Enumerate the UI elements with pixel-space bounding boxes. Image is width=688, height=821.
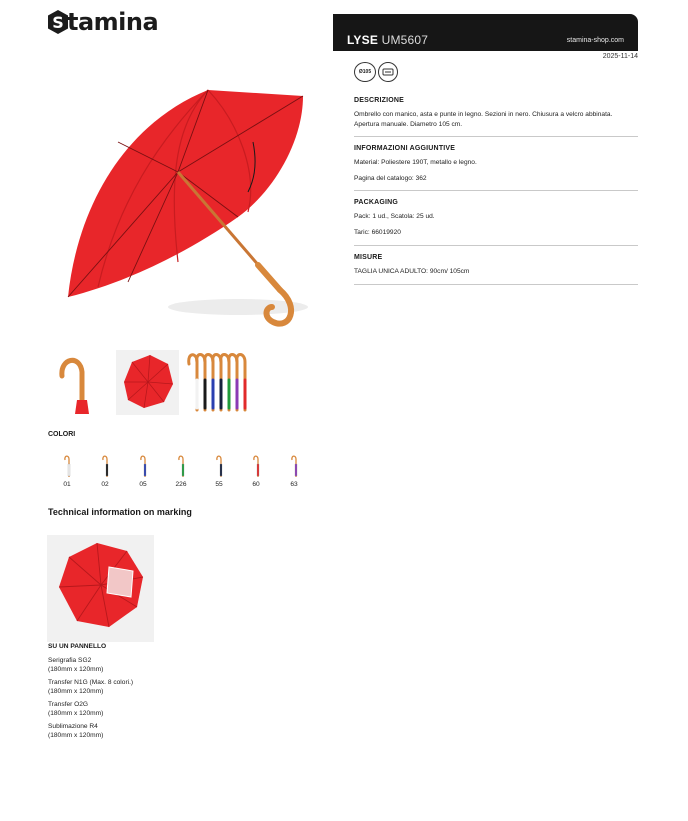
velcro-closure-icon <box>378 62 398 82</box>
svg-text:S: S <box>52 13 64 32</box>
site-link[interactable]: stamina-shop.com <box>566 37 624 44</box>
color-code: 55 <box>215 481 223 488</box>
diameter-icon: Ø105 <box>354 62 376 82</box>
color-swatch[interactable] <box>94 455 116 491</box>
brand-wordmark: tamina <box>67 8 159 36</box>
product-code: UM5607 <box>381 33 429 47</box>
section-text: Pack: 1 ud., Scatola: 25 ud. <box>354 213 435 220</box>
marking-image <box>47 535 154 642</box>
section-title: INFORMAZIONI AGGIUNTIVE <box>354 145 456 152</box>
section-text: Pagina del catalogo: 362 <box>354 174 427 182</box>
closed-umbrella-icon <box>290 455 298 479</box>
section-packaging <box>354 199 638 237</box>
color-swatch[interactable] <box>245 455 267 491</box>
color-swatch[interactable] <box>56 455 78 491</box>
marking-technique: Transfer O2G (180mm x 120mm) <box>48 701 104 717</box>
thumbnail-color-range[interactable] <box>183 350 249 415</box>
closed-umbrella-icon <box>63 455 71 479</box>
color-swatch[interactable] <box>208 455 230 491</box>
color-code: 05 <box>139 481 147 488</box>
section-measures <box>354 254 638 277</box>
section-text: Ombrello con manico, asta e punte in legno. Sezioni in nero. Chiusura a velcro abbinata. Apertura manuale. Diametro 105 cm. <box>354 111 613 128</box>
marking-title: Technical information on marking <box>48 507 192 517</box>
product-name: LYSE <box>347 33 379 47</box>
section-title: PACKAGING <box>354 199 399 206</box>
product-header <box>333 14 638 51</box>
brand-logo <box>47 6 167 38</box>
closed-umbrella-icon <box>177 455 185 479</box>
section-text: Taric: 66019920 <box>354 228 401 236</box>
closed-umbrella-icon <box>252 455 260 479</box>
colors-title: COLORI <box>48 431 76 438</box>
color-code: 226 <box>175 481 187 488</box>
color-swatch[interactable] <box>170 455 192 491</box>
color-code: 01 <box>63 481 71 488</box>
marking-technique: Transfer N1G (Max. 8 colori.) (180mm x 120mm) <box>48 679 134 695</box>
section-additional-info <box>354 145 638 183</box>
thumbnail-handle[interactable] <box>48 350 104 415</box>
color-code: 63 <box>290 481 298 488</box>
section-text: Material: Poliestere 190T, metallo e legno. <box>354 159 477 166</box>
marking-technique: Sublimazione R4 (180mm x 120mm) <box>48 723 104 739</box>
thumbnail-open-umbrella[interactable] <box>116 350 179 415</box>
closed-umbrella-icon <box>215 455 223 479</box>
color-swatch[interactable] <box>132 455 154 491</box>
stamina-logo-icon <box>47 9 69 35</box>
color-swatch[interactable] <box>283 455 305 491</box>
closed-umbrella-icon <box>139 455 147 479</box>
section-description <box>354 97 638 129</box>
marking-technique: Serigrafia SG2 (180mm x 120mm) <box>48 657 104 673</box>
product-image <box>58 82 318 334</box>
section-title: MISURE <box>354 254 383 261</box>
section-text: TAGLIA UNICA ADULTO: 90cm/ 105cm <box>354 268 470 275</box>
section-title: DESCRIZIONE <box>354 97 405 104</box>
product-title <box>347 33 428 47</box>
divider <box>354 136 638 137</box>
marking-position: SU UN PANNELLO <box>48 643 107 650</box>
closed-umbrella-icon <box>101 455 109 479</box>
divider <box>354 245 638 246</box>
document-date: 2025-11-14 <box>602 53 638 60</box>
color-code: 02 <box>101 481 109 488</box>
divider <box>354 284 638 285</box>
color-code: 60 <box>252 481 260 488</box>
divider <box>354 190 638 191</box>
